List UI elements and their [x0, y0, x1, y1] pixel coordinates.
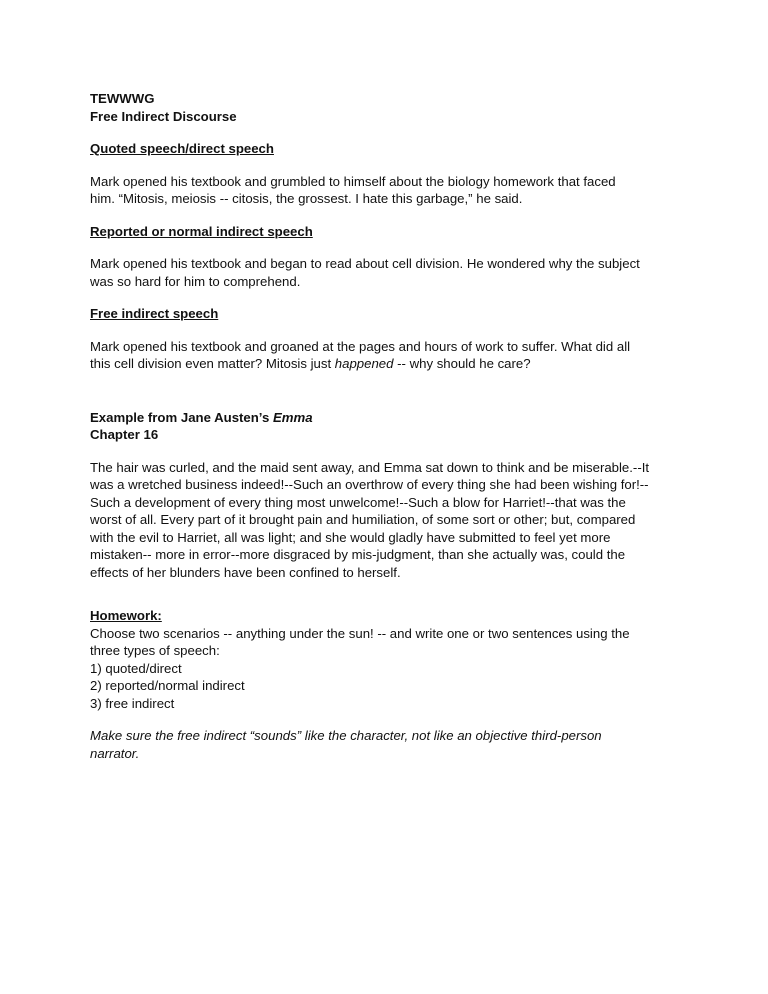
free-indirect-heading: Free indirect speech [90, 306, 219, 321]
text-run: -- why should he care? [393, 356, 531, 371]
book-title: Emma [272, 409, 313, 425]
homework-heading: Homework: [90, 608, 162, 623]
document-page [90, 90, 682, 762]
homework-instructions [90, 625, 682, 713]
list-item: 2) reported/normal indirect [90, 678, 245, 693]
note-line: Make sure the free indirect “sounds” like the character, not like an objective third-person [90, 728, 602, 743]
emphasis-happened: happened [334, 356, 394, 371]
reported-speech-paragraph [90, 255, 682, 290]
example-heading [90, 409, 682, 427]
example-label: Example from Jane Austen’s [90, 409, 273, 425]
excerpt-line: The hair was curled, and the maid sent away, and Emma sat down to think and be miserable.--It [90, 459, 650, 475]
doc-title: TEWWWG [90, 91, 155, 106]
excerpt-line: effects of her blunders have been confined to herself. [90, 564, 401, 580]
paragraph-line [90, 355, 682, 373]
excerpt-line: mistaken-- more in error--more disgraced by mis-judgment, than she actually was, could the [90, 547, 626, 562]
paragraph-line: Choose two scenarios -- anything under the sun! -- and write one or two sentences using the [90, 625, 630, 641]
paragraph-line: three types of speech: [90, 643, 220, 658]
text-run: this cell division even matter? Mitosis just [90, 356, 335, 371]
quoted-speech-heading: Quoted speech/direct speech [90, 141, 274, 156]
excerpt-line: was a wretched business indeed!--Such an overthrow of every thing she had been wishing for!-- [90, 477, 649, 492]
paragraph-line: Mark opened his textbook and grumbled to himself about the biology homework that faced [90, 173, 616, 189]
excerpt-line: worst of all. Every part of it brought pain and humiliation, of some sort or other; but, compared [90, 512, 636, 527]
paragraph-line: was so hard for him to comprehend. [90, 273, 301, 289]
free-indirect-paragraph [90, 338, 682, 373]
reported-speech-heading: Reported or normal indirect speech [90, 223, 313, 239]
austen-excerpt [90, 459, 682, 582]
list-item: 3) free indirect [90, 695, 175, 711]
excerpt-line: with the evil to Harriet, all was light; and she would gladly have submitted to feel yet more [90, 529, 611, 545]
doc-subtitle: Free Indirect Discourse [90, 108, 237, 124]
quoted-speech-paragraph [90, 173, 682, 208]
paragraph-line: Mark opened his textbook and began to read about cell division. He wondered why the subject [90, 256, 640, 271]
note-line: narrator. [90, 745, 140, 761]
list-item: 1) quoted/direct [90, 660, 182, 676]
homework-note [90, 727, 682, 762]
chapter-label: Chapter 16 [90, 427, 159, 442]
excerpt-line: Such a development of every thing most unwelcome!--Such a blow for Harriet!--that was the [90, 494, 626, 510]
paragraph-line: him. “Mitosis, meiosis -- citosis, the grossest. I hate this garbage,” he said. [90, 191, 523, 206]
paragraph-line: Mark opened his textbook and groaned at the pages and hours of work to suffer. What did all [90, 338, 631, 354]
